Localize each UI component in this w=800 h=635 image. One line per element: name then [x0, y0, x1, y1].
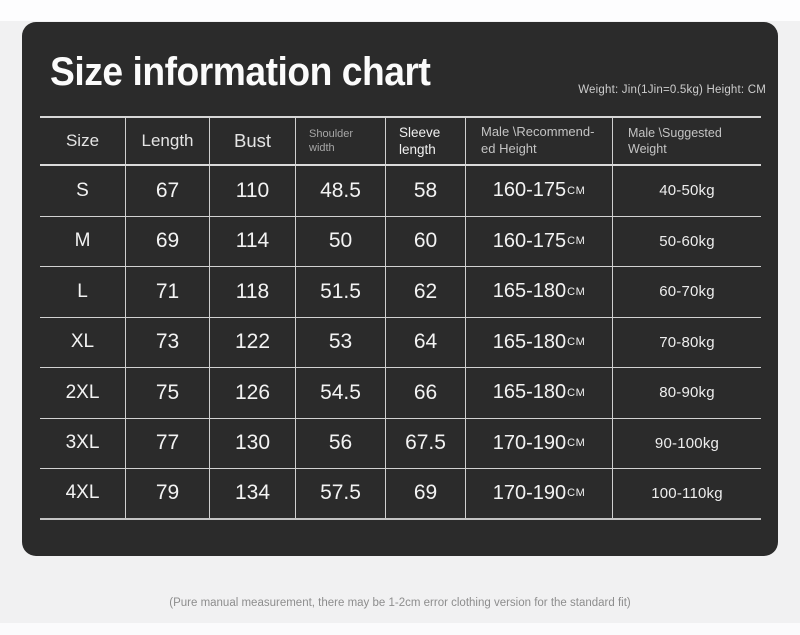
page-title: Size information chart — [50, 50, 431, 94]
shoulder-cell: 50 — [296, 217, 386, 267]
sleeve-cell: 66 — [386, 368, 466, 418]
length-cell: 69 — [126, 217, 210, 267]
header-cell-sleeve-length — [386, 118, 466, 164]
sleeve-cell: 62 — [386, 267, 466, 317]
header-row — [40, 116, 761, 166]
height-unit: CM — [567, 487, 586, 500]
length-cell: 73 — [126, 318, 210, 368]
shoulder-cell: 54.5 — [296, 368, 386, 418]
shoulder-cell: 51.5 — [296, 267, 386, 317]
height-cell — [466, 318, 613, 368]
sleeve-cell: 69 — [386, 469, 466, 518]
height-value: 170-190 — [492, 481, 567, 504]
height-value: 170-190 — [492, 431, 567, 454]
height-value: 165-180 — [492, 330, 567, 353]
header-line: Male \Recommend- — [481, 124, 595, 140]
size-cell: L — [40, 267, 126, 317]
height-cell — [466, 469, 613, 518]
bottom-strip — [0, 623, 800, 635]
height-cell — [466, 166, 613, 216]
height-unit: CM — [567, 386, 586, 399]
height-value: 160-175 — [492, 229, 567, 252]
table-row-s — [40, 166, 761, 217]
header-cell-suggested-weight — [613, 118, 761, 164]
unit-note: Weight: Jin(1Jin=0.5kg) Height: CM — [578, 84, 766, 96]
sleeve-cell: 58 — [386, 166, 466, 216]
length-cell: 77 — [126, 419, 210, 469]
table-row-l — [40, 267, 761, 318]
bust-cell: 134 — [210, 469, 296, 518]
height-unit: CM — [567, 285, 586, 298]
header-line: Male \Suggested — [628, 126, 722, 140]
table-row-3xl — [40, 419, 761, 470]
weight-cell: 70-80kg — [659, 333, 715, 351]
shoulder-cell: 53 — [296, 318, 386, 368]
table-row-xl — [40, 318, 761, 369]
header-cell-recommended-height — [466, 118, 613, 164]
sleeve-cell: 67.5 — [386, 419, 466, 469]
table-row-m — [40, 217, 761, 268]
header-cell-length: Length — [126, 118, 210, 164]
weight-cell: 40-50kg — [659, 182, 715, 200]
header-line: Shoulder — [309, 127, 354, 140]
footer-note: (Pure manual measurement, there may be 1-2cm error clothing version for the standard fit) — [169, 597, 631, 609]
shoulder-cell: 56 — [296, 419, 386, 469]
bust-cell: 122 — [210, 318, 296, 368]
bust-cell: 110 — [210, 166, 296, 216]
height-value: 165-180 — [492, 280, 567, 303]
length-cell: 75 — [126, 368, 210, 418]
size-cell: 2XL — [40, 368, 126, 418]
shoulder-cell: 57.5 — [296, 469, 386, 518]
size-cell: 3XL — [40, 419, 126, 469]
size-table — [40, 116, 761, 520]
header-cell-bust: Bust — [210, 118, 296, 164]
header-line: width — [309, 142, 335, 154]
size-cell: S — [40, 166, 126, 216]
bust-cell: 130 — [210, 419, 296, 469]
bust-cell: 126 — [210, 368, 296, 418]
length-cell: 79 — [126, 469, 210, 518]
header-line: ed Height — [481, 141, 537, 156]
height-unit: CM — [567, 235, 586, 248]
bust-cell: 118 — [210, 267, 296, 317]
height-cell — [466, 419, 613, 469]
header-cell-size: Size — [40, 118, 126, 164]
size-cell: 4XL — [40, 469, 126, 518]
top-strip — [0, 0, 800, 21]
header-line: Sleeve — [399, 124, 441, 140]
header-line: length — [399, 142, 436, 157]
header-line: Weight — [628, 142, 667, 156]
weight-cell: 90-100kg — [654, 434, 720, 452]
weight-cell: 100-110kg — [651, 484, 723, 502]
height-cell — [466, 368, 613, 418]
size-cell: XL — [40, 318, 126, 368]
height-value: 160-175 — [492, 179, 567, 202]
height-unit: CM — [567, 184, 586, 197]
header-cell-shoulder-width — [296, 118, 386, 164]
size-chart-card — [22, 22, 778, 556]
height-unit: CM — [567, 336, 586, 349]
height-unit: CM — [567, 437, 586, 450]
weight-cell: 80-90kg — [659, 384, 715, 402]
table-row-4xl — [40, 469, 761, 520]
table-row-2xl — [40, 368, 761, 419]
shoulder-cell: 48.5 — [296, 166, 386, 216]
sleeve-cell: 64 — [386, 318, 466, 368]
height-cell — [466, 217, 613, 267]
weight-cell: 50-60kg — [659, 232, 715, 250]
length-cell: 71 — [126, 267, 210, 317]
height-cell — [466, 267, 613, 317]
length-cell: 67 — [126, 166, 210, 216]
height-value: 165-180 — [492, 381, 567, 404]
weight-cell: 60-70kg — [659, 283, 715, 301]
bust-cell: 114 — [210, 217, 296, 267]
sleeve-cell: 60 — [386, 217, 466, 267]
size-cell: M — [40, 217, 126, 267]
